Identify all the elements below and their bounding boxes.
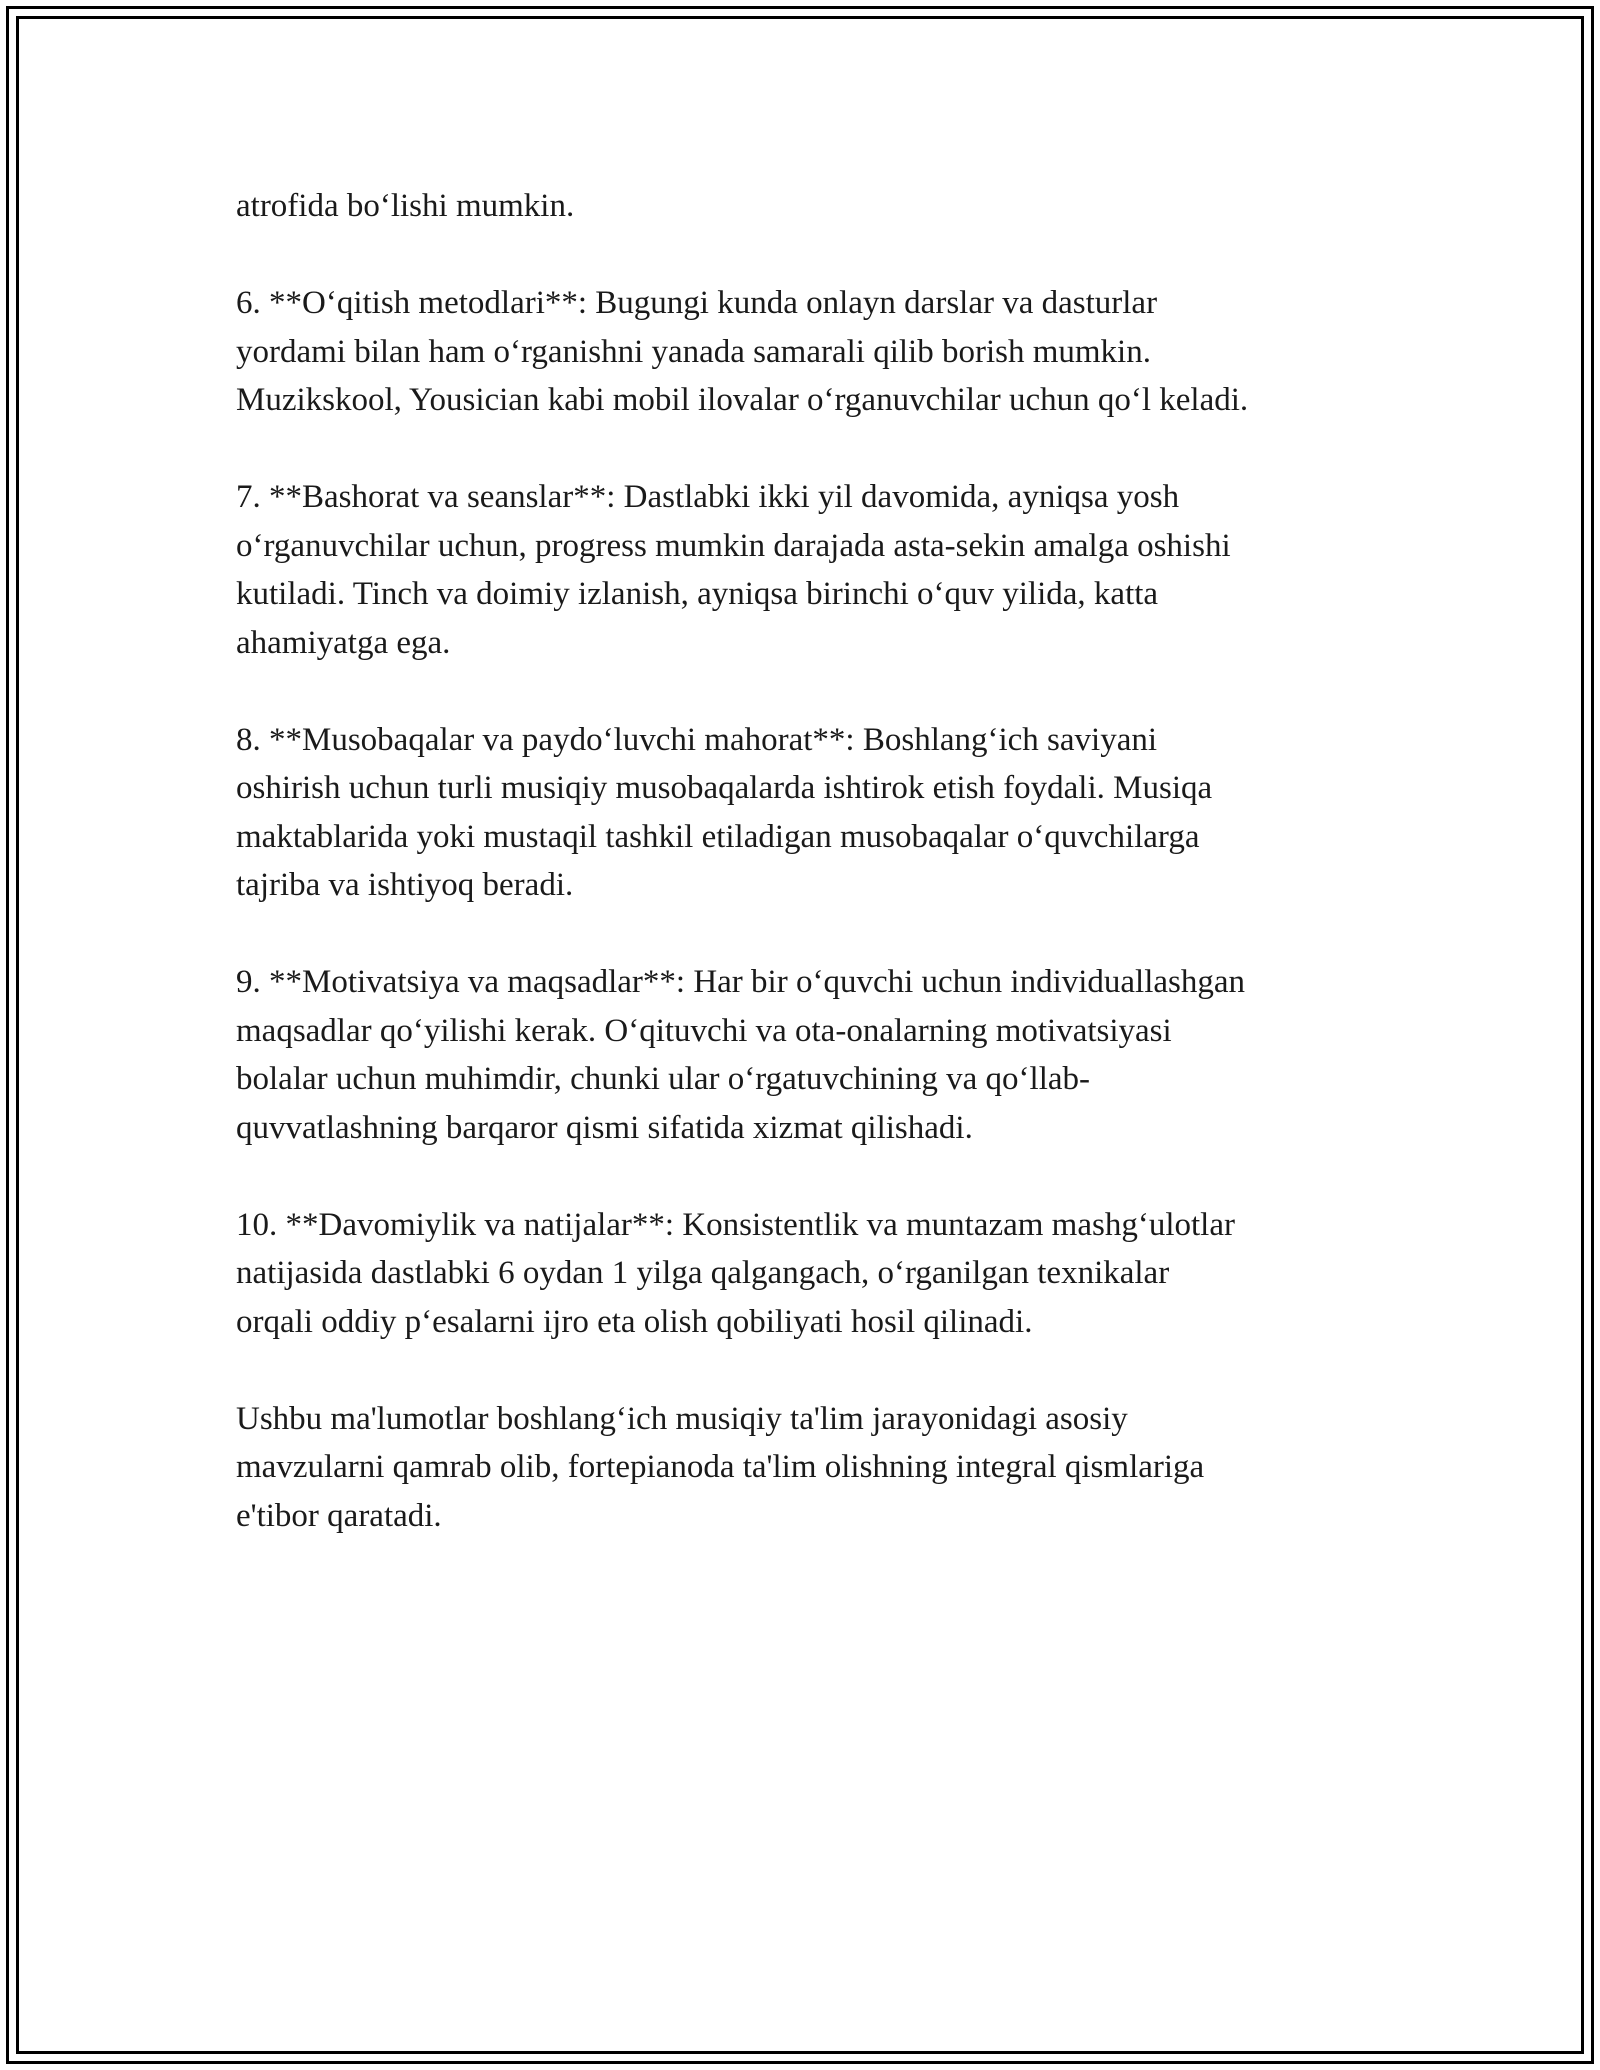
text-line: maqsadlar qo‘yilishi kerak. O‘qituvchi va ota-onalarning motivatsiyasi [236, 1012, 1172, 1049]
text-line: mavzularni qamrab olib, fortepianoda ta'lim olishning integral qismlariga [236, 1449, 1205, 1485]
text-line: 10. **Davomiylik va natijalar**: Konsistentlik va muntazam mashg‘ulotlar [236, 1206, 1235, 1243]
paragraph-conclusion [236, 1395, 1416, 1541]
text-line: 9. **Motivatsiya va maqsadlar**: Har bir o‘quvchi uchun individuallashgan [236, 964, 1246, 1000]
text-line: 8. **Musobaqalar va paydo‘luvchi mahorat**: Boshlang‘ich saviyani [236, 721, 1158, 758]
text-line: quvvatlashning barqaror qismi sifatida xizmat qilishadi. [236, 1109, 973, 1146]
paragraph-item-9-motivation-goals [236, 958, 1416, 1152]
text-line: bolalar uchun muhimdir, chunki ular o‘rgatuvchining va qo‘llab- [236, 1061, 1091, 1097]
text-line: oshirish uchun turli musiqiy musobaqalarda ishtirok etish foydali. Musiqa [236, 770, 1213, 806]
paragraph-item-7-forecast-sessions [236, 473, 1416, 667]
paragraph-item-6-teaching-methods [236, 279, 1416, 425]
text-line: Muzikskool, Yousician kabi mobil ilovalar o‘rganuvchilar uchun qo‘l keladi. [236, 382, 1249, 418]
text-line: kutiladi. Tinch va doimiy izlanish, ayniqsa birinchi o‘quv yilida, katta [236, 576, 1159, 612]
text-line: yordami bilan ham o‘rganishni yanada samarali qilib borish mumkin. [236, 333, 1151, 370]
text-line: tajriba va ishtiyoq beradi. [236, 867, 574, 903]
text-line: o‘rganuvchilar uchun, progress mumkin darajada asta-sekin amalga oshishi [236, 527, 1231, 564]
text-line: 6. **O‘qitish metodlari**: Bugungi kunda onlayn darslar va dasturlar [236, 285, 1158, 321]
text-line: orqali oddiy p‘esalarni ijro eta olish qobiliyati hosil qilinadi. [236, 1303, 1033, 1340]
paragraph-item-8-competitions [236, 716, 1416, 910]
text-line: natijasida dastlabki 6 oydan 1 yilga qalgangach, o‘rganilgan texnikalar [236, 1255, 1170, 1291]
text-line: Ushbu ma'lumotlar boshlang‘ich musiqiy ta'lim jarayonidagi asosiy [236, 1400, 1128, 1437]
text-line: 7. **Bashorat va seanslar**: Dastlabki ikki yil davomida, ayniqsa yosh [236, 479, 1180, 515]
paragraph-continuation [236, 182, 1416, 231]
document-body [236, 182, 1416, 1589]
paragraph-item-10-continuity-results [236, 1201, 1416, 1347]
text-line: maktablarida yoki mustaqil tashkil etiladigan musobaqalar o‘quvchilarga [236, 818, 1200, 855]
text-line: e'tibor qaratadi. [236, 1497, 442, 1534]
text-line: ahamiyatga ega. [236, 624, 451, 661]
text-line: atrofida bo‘lishi mumkin. [236, 188, 575, 224]
